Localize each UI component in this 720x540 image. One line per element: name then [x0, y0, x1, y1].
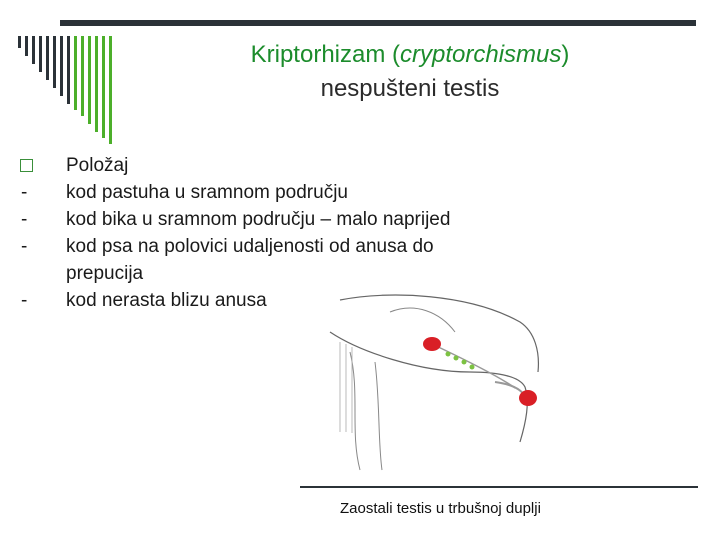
body-outline — [340, 295, 538, 372]
testis-descended — [519, 390, 537, 406]
title-line-2: nespušteni testis — [320, 75, 500, 102]
slide-title — [150, 38, 670, 106]
dash-marker: - — [21, 236, 28, 257]
hatching-lines — [340, 342, 352, 433]
leg-outline — [350, 352, 360, 470]
anatomy-sketch — [320, 292, 560, 472]
title-latin-term: cryptorchismus — [400, 41, 562, 68]
top-rule — [60, 20, 696, 26]
bullet-heading: Položaj — [66, 155, 129, 176]
bottom-rule — [300, 486, 698, 488]
square-bullet-icon — [18, 152, 66, 179]
leg-outline — [375, 362, 382, 470]
bullet-list — [18, 152, 558, 314]
list-item — [18, 206, 558, 233]
dash-marker: - — [21, 209, 28, 230]
list-item-text: kod psa na polovici udaljenosti od anusa do prepucija — [66, 236, 434, 284]
descent-path-dots — [446, 352, 475, 370]
list-item — [18, 179, 558, 206]
title-prefix: Kriptorhizam ( — [250, 41, 400, 68]
testis-abdominal — [423, 337, 441, 351]
figure-caption: Zaostali testis u trbušnoj duplji — [340, 500, 541, 517]
title-suffix: ) — [561, 41, 570, 68]
dash-marker: - — [21, 290, 28, 311]
bullet-heading-row — [18, 152, 558, 179]
decorative-stripes — [18, 36, 118, 144]
dash-marker: - — [21, 182, 28, 203]
title-line-1 — [150, 38, 670, 72]
list-item-text: kod bika u sramnom području – malo naprijed — [66, 209, 451, 230]
list-item-text: kod nerasta blizu anusa — [66, 290, 267, 311]
list-item-text: kod pastuha u sramnom području — [66, 182, 348, 203]
pelvis-outline — [390, 308, 455, 332]
list-item — [18, 233, 558, 287]
